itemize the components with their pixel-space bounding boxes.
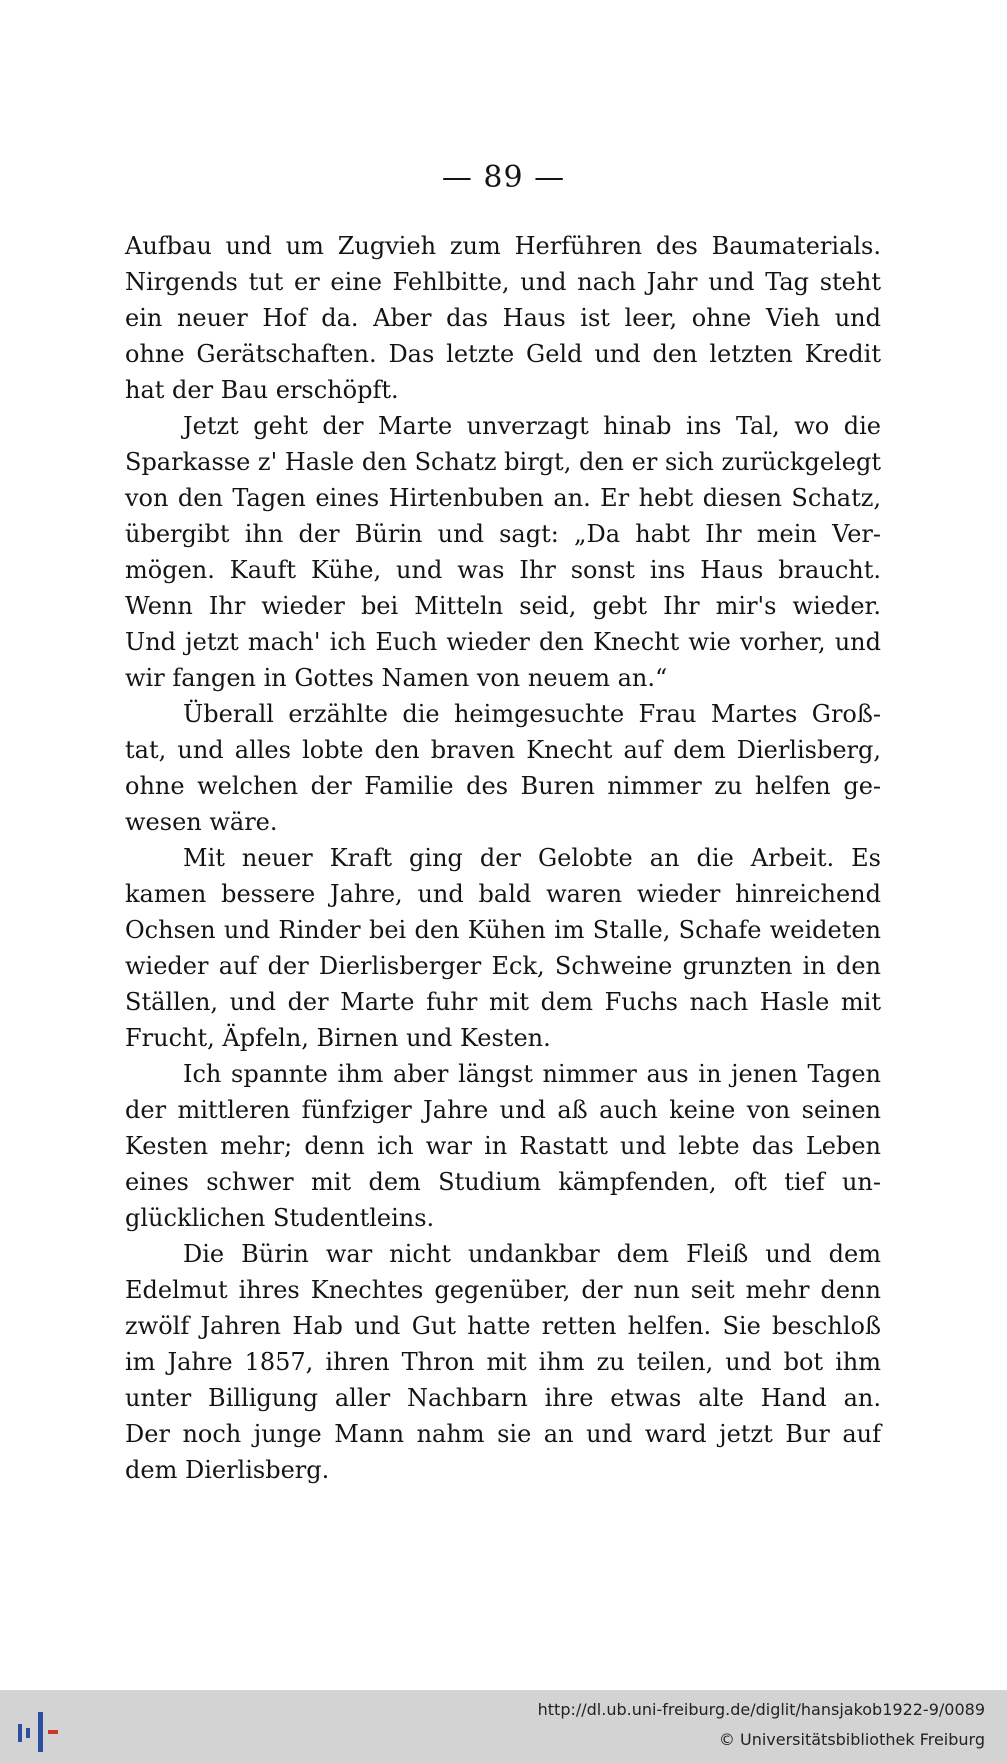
footer-copyright: © Universitätsbibliothek Freiburg (718, 1730, 985, 1749)
text-line: ohne welchen der Familie des Buren nimmer zu helfen ge- (125, 772, 881, 800)
text-line: Die Bürin war nicht undankbar dem Fleiß und dem (183, 1240, 881, 1268)
text-line: glücklichen Studentleins. (125, 1204, 435, 1232)
paragraph (125, 1056, 881, 1236)
text-line: Der noch junge Mann nahm sie an und ward jetzt Bur auf (125, 1420, 881, 1448)
text-line: Überall erzählte die heimgesuchte Frau Martes Groß- (183, 700, 881, 728)
text-line: mögen. Kauft Kühe, und was Ihr sonst ins Haus braucht. (125, 556, 881, 584)
text-line: Wenn Ihr wieder bei Mitteln seid, gebt Ihr mir's wieder. (125, 592, 881, 620)
text-line: Edelmut ihres Knechtes gegenüber, der nun seit mehr denn (125, 1276, 881, 1304)
footer-url-link[interactable]: http://dl.ub.uni-freiburg.de/diglit/hansjakob1922-9/0089 (537, 1700, 985, 1719)
text-line: Nirgends tut er eine Fehlbitte, und nach Jahr und Tag steht (125, 268, 881, 296)
text-line: Ställen, und der Marte fuhr mit dem Fuchs nach Hasle mit (125, 988, 881, 1016)
text-line: zwölf Jahren Hab und Gut hatte retten helfen. Sie beschloß (125, 1312, 881, 1340)
paragraph (125, 408, 881, 696)
text-line: Ochsen und Rinder bei den Kühen im Stalle, Schafe weideten (125, 916, 881, 944)
text-line: Mit neuer Kraft ging der Gelobte an die Arbeit. Es (183, 844, 881, 872)
ub-freiburg-logo-icon (14, 1710, 62, 1754)
text-line: tat, und alles lobte den braven Knecht auf dem Dierlisberg, (125, 736, 881, 764)
text-line: der mittleren fünfziger Jahre und aß auch keine von seinen (125, 1096, 881, 1124)
text-line: dem Dierlisberg. (125, 1456, 330, 1484)
text-line: Kesten mehr; denn ich war in Rastatt und lebte das Leben (125, 1132, 881, 1160)
paragraph (125, 1236, 881, 1488)
text-line: Sparkasse z' Hasle den Schatz birgt, den er sich zurückgelegt (125, 448, 881, 476)
text-line: ohne Gerätschaften. Das letzte Geld und den letzten Kredit (125, 340, 881, 368)
text-line: wieder auf der Dierlisberger Eck, Schweine grunzten in den (125, 952, 881, 980)
text-line: unter Billigung aller Nachbarn ihre etwas alte Hand an. (125, 1384, 881, 1412)
paragraph (125, 840, 881, 1056)
body-text (125, 228, 881, 1488)
text-line: Und jetzt mach' ich Euch wieder den Knecht wie vorher, und (125, 628, 881, 656)
footer-bar (0, 1690, 1007, 1763)
text-line: Jetzt geht der Marte unverzagt hinab ins Tal, wo die (183, 412, 881, 440)
text-line: übergibt ihn der Bürin und sagt: „Da habt Ihr mein Ver- (125, 520, 881, 548)
text-line: Ich spannte ihm aber längst nimmer aus in jenen Tagen (183, 1060, 881, 1088)
paragraph (125, 696, 881, 840)
text-line: eines schwer mit dem Studium kämpfenden, oft tief un- (125, 1168, 881, 1196)
text-line: hat der Bau erschöpft. (125, 376, 399, 404)
paragraph (125, 228, 881, 408)
page-number: — 89 — (441, 160, 566, 195)
text-line: von den Tagen eines Hirtenbuben an. Er hebt diesen Schatz, (125, 484, 881, 512)
text-line: Frucht, Äpfeln, Birnen und Kesten. (125, 1024, 551, 1052)
text-line: Aufbau und um Zugvieh zum Herführen des Baumaterials. (125, 232, 881, 260)
text-line: wesen wäre. (125, 808, 278, 836)
text-line: ein neuer Hof da. Aber das Haus ist leer, ohne Vieh und (125, 304, 881, 332)
text-line: wir fangen in Gottes Namen von neuem an.“ (125, 664, 668, 692)
text-line: im Jahre 1857, ihren Thron mit ihm zu teilen, und bot ihm (125, 1348, 881, 1376)
text-line: kamen bessere Jahre, und bald waren wieder hinreichend (125, 880, 881, 908)
